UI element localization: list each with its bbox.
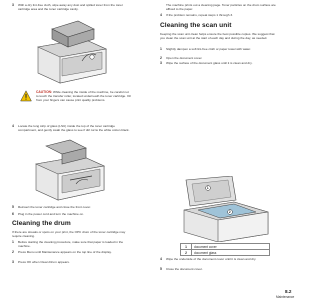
svg-text:1: 1 <box>206 186 209 191</box>
section-name: Maintenance <box>276 294 295 299</box>
step-text: With a dry lint-free cloth, wipe away any dust and spilled toner from the toner cartridge area and the toner cartridge cavity. <box>18 3 123 11</box>
legend-number: 2 <box>181 250 192 256</box>
warning-icon <box>20 90 32 102</box>
step-number: 4 <box>12 124 14 128</box>
caution-text <box>36 90 132 102</box>
step-text: Slightly dampen a soft lint-free cloth or paper towel with water. <box>166 47 251 51</box>
step-number: 6 <box>12 212 14 216</box>
printer-illustration-1 <box>32 17 112 85</box>
svg-text:2: 2 <box>228 210 231 215</box>
section-heading-scan: Cleaning the scan unit <box>160 22 232 29</box>
step-number: 3 <box>12 3 14 7</box>
step-number: 3 <box>160 61 162 65</box>
step-text: Close the document cover. <box>166 267 203 271</box>
step-text: Press Menu until Maintenance appears on the top line of the display. <box>18 250 112 254</box>
step-text: Plug in the power cord and turn the machine on. <box>18 212 84 216</box>
step-number: 1 <box>12 240 14 244</box>
section-intro: Keeping the scan unit clean helps ensure the best possible copies. We suggest that you clean the scan unit at the start of each day and during the day, as needed. <box>160 32 275 40</box>
caution-note <box>20 90 132 122</box>
step-number: 2 <box>12 250 14 254</box>
scanner-illustration <box>176 176 276 242</box>
step-text: Before starting the cleaning procedure, make sure that paper is loaded in the machine. <box>18 240 124 248</box>
legend-label: document cover <box>192 244 270 250</box>
step-number: 1 <box>160 47 162 51</box>
callout-legend <box>180 243 270 256</box>
legend-number: 1 <box>181 244 192 250</box>
legend-row <box>181 250 270 256</box>
step-text: Locate the long strip of glass (LSU) inside the top of the toner cartridge compartment, and gently swab the glass to see if dirt turns the white cotton black. <box>18 124 130 132</box>
step-number: 5 <box>12 205 14 209</box>
step-text: Wipe the underside of the document cover until it is clean and dry. <box>166 257 257 261</box>
section-heading-drum: Cleaning the drum <box>12 220 71 227</box>
caution-body: While cleaning the inside of the machine, be careful not to touch the transfer roller, located underneath the toner cartridge. Oil from your fingers can cause print quality problems. <box>36 90 131 102</box>
left-column <box>10 0 140 300</box>
step-number: 3 <box>12 260 14 264</box>
page-number: 8.2 <box>285 289 292 294</box>
step-number: 2 <box>160 56 162 60</box>
legend-label: document glass <box>192 250 270 256</box>
caution-label: CAUTION: <box>36 90 53 94</box>
step-text: Open the document cover. <box>166 56 203 60</box>
step-text: The machine prints out a cleaning page. Toner particles on the drum surface are affixed to the paper. <box>166 3 276 11</box>
step-text: If the problem remains, repeat steps 1 through 3. <box>166 13 233 17</box>
step-text: Press OK when Clean Drum appears. <box>18 260 70 264</box>
section-intro: If there are streaks or spots on your print, the OPC drum of the toner cartridge may require cleaning. <box>12 230 126 238</box>
step-text: Reinsert the toner cartridge and close the front cover. <box>18 205 91 209</box>
step-number: 4 <box>160 257 162 261</box>
step-text: Wipe the surface of the document glass until it is clean and dry. <box>166 61 253 65</box>
step-number: 5 <box>160 267 162 271</box>
printer-illustration-2 <box>30 138 110 202</box>
step-number: 4 <box>160 13 162 17</box>
